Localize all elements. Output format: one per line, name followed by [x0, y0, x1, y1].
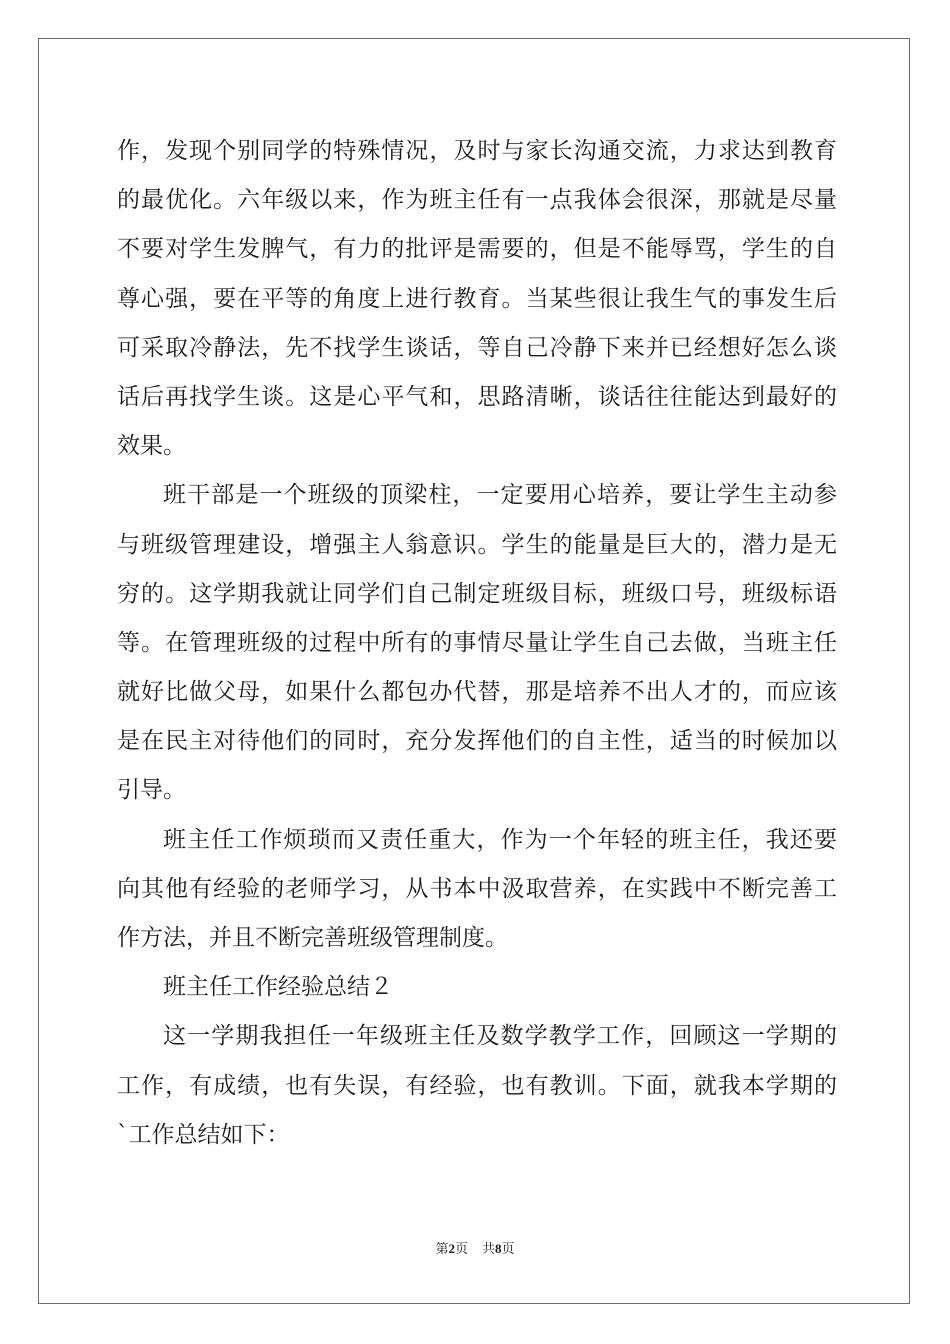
text-line: 与班级管理建设，增强主人翁意识。学生的能量是巨大的，潜力是无 [117, 531, 837, 558]
paragraph-first-line: 班主任工作烦琐而又责任重大，作为一个年轻的班主任，我还要 [163, 826, 837, 853]
total-pages: 8 [495, 1241, 502, 1256]
text-line: `工作总结如下： [117, 1121, 290, 1148]
text-line: 作方法，并且不断完善班级管理制度。 [117, 925, 508, 951]
page-footer [0, 1238, 950, 1257]
total-prefix: 共 [482, 1242, 496, 1257]
text-line: 是在民主对待他们的同时，充分发挥他们的自主性，适当的时候加以 [117, 728, 837, 755]
document-body [117, 127, 837, 1160]
text-line: 可采取冷静法，先不找学生谈话，等自己冷静下来并已经想好怎么谈 [117, 334, 837, 361]
text-line: 效果。 [117, 433, 186, 460]
text-line: 不要对学生发脾气，有力的批评是需要的，但是不能辱骂，学生的自 [117, 236, 837, 263]
page-prefix: 第 [435, 1242, 449, 1257]
text-line: 等。在管理班级的过程中所有的事情尽量让学生自己去做，当班主任 [117, 629, 837, 656]
text-line: 的最优化。六年级以来，作为班主任有一点我体会很深，那就是尽量 [117, 187, 837, 214]
text-line: 作，发现个别同学的特殊情况，及时与家长沟通交流，力求达到教育 [117, 138, 837, 164]
total-suffix: 页 [501, 1242, 515, 1257]
text-line: 话后再找学生谈。这是心平气和，思路清晰，谈话往往能达到最好的 [117, 383, 837, 410]
text-line: 穷的。这学期我就让同学们自己制定班级目标，班级口号，班级标语 [117, 580, 837, 607]
text-line: 尊心强，要在平等的角度上进行教育。当某些很让我生气的事发生后 [117, 285, 837, 312]
text-line: 就好比做父母，如果什么都包办代替，那是培养不出人才的，而应该 [117, 679, 837, 706]
text-line: 向其他有经验的老师学习，从书本中汲取营养，在实践中不断完善工 [117, 875, 837, 902]
section-heading: 班主任工作经验总结２ [163, 974, 393, 1001]
paragraph-first-line: 班干部是一个班级的顶梁柱，一定要用心培养，要让学生主动参 [163, 482, 837, 509]
text-line: 引导。 [117, 777, 186, 804]
paragraph-first-line: 这一学期我担任一年级班主任及数学教学工作，回顾这一学期的 [163, 1023, 837, 1050]
page-suffix: 页 [454, 1242, 468, 1257]
text-line: 工作，有成绩，也有失误，有经验，也有教训。下面，就我本学期的 [117, 1072, 837, 1099]
page-number: 2 [448, 1241, 455, 1256]
